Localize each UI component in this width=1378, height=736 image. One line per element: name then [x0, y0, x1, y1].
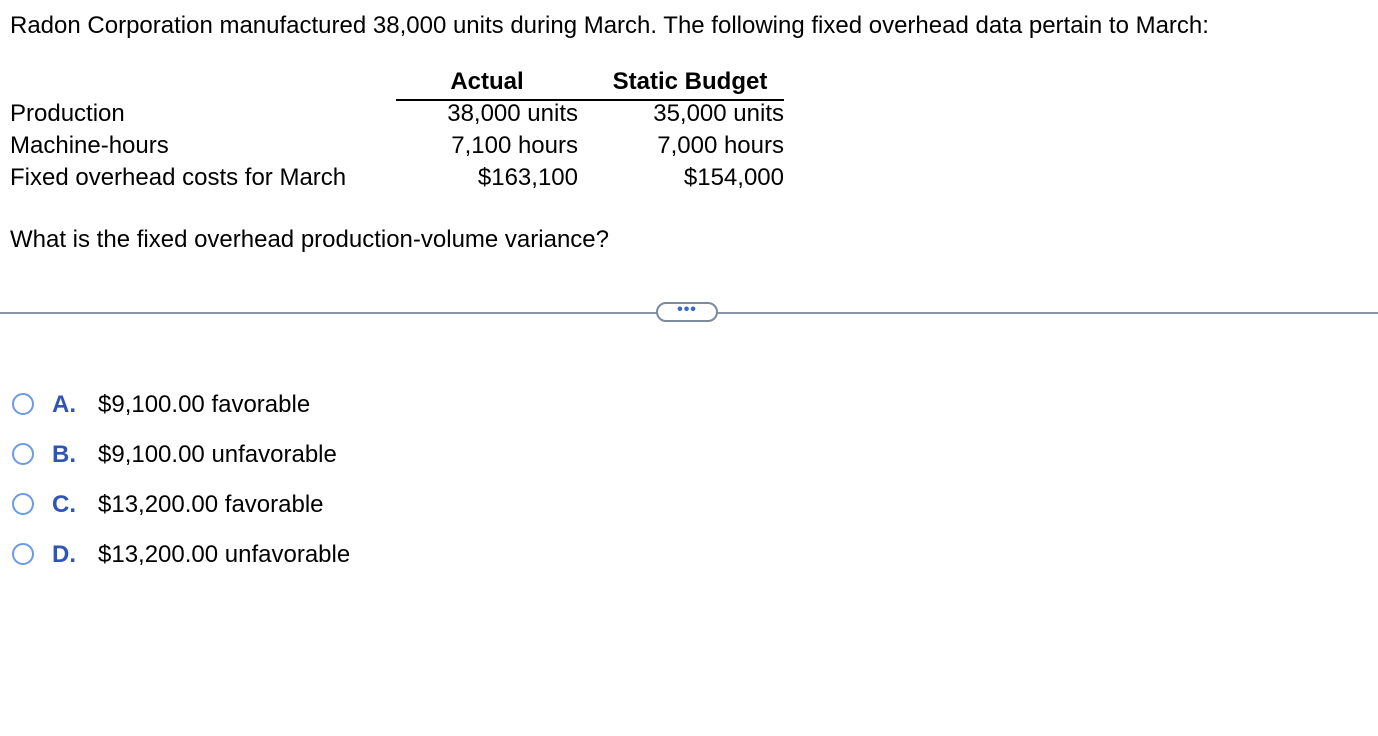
actual-value: 7,100 hours	[451, 132, 578, 159]
option-text: $9,100.00 unfavorable	[98, 441, 337, 468]
option-text: $13,200.00 unfavorable	[98, 541, 351, 568]
actual-value: 38,000 units	[447, 100, 578, 127]
radio-button-icon[interactable]	[12, 443, 34, 465]
budget-value: $154,000	[683, 164, 784, 191]
more-options-button[interactable]: •••	[656, 302, 718, 322]
row-label: Machine-hours	[10, 132, 169, 159]
row-label: Production	[10, 100, 125, 127]
option-letter: D.	[52, 541, 76, 568]
radio-button-icon[interactable]	[12, 493, 34, 515]
question-intro: Radon Corporation manufactured 38,000 units during March. The following fixed overhead data pertain to March:	[10, 12, 1209, 39]
option-text: $9,100.00 favorable	[98, 391, 311, 418]
option-text: $13,200.00 favorable	[98, 491, 324, 518]
option-letter: C.	[52, 491, 76, 518]
header-static-budget: Static Budget	[612, 68, 768, 95]
question-prompt: What is the fixed overhead production-volume variance?	[10, 226, 609, 253]
option-letter: B.	[52, 441, 76, 468]
radio-button-icon[interactable]	[12, 393, 34, 415]
budget-value: 7,000 hours	[657, 132, 784, 159]
budget-value: 35,000 units	[653, 100, 784, 127]
radio-button-icon[interactable]	[12, 543, 34, 565]
actual-value: $163,100	[477, 164, 578, 191]
row-label: Fixed overhead costs for March	[10, 164, 347, 191]
header-actual: Actual	[450, 68, 524, 95]
option-letter: A.	[52, 391, 76, 418]
